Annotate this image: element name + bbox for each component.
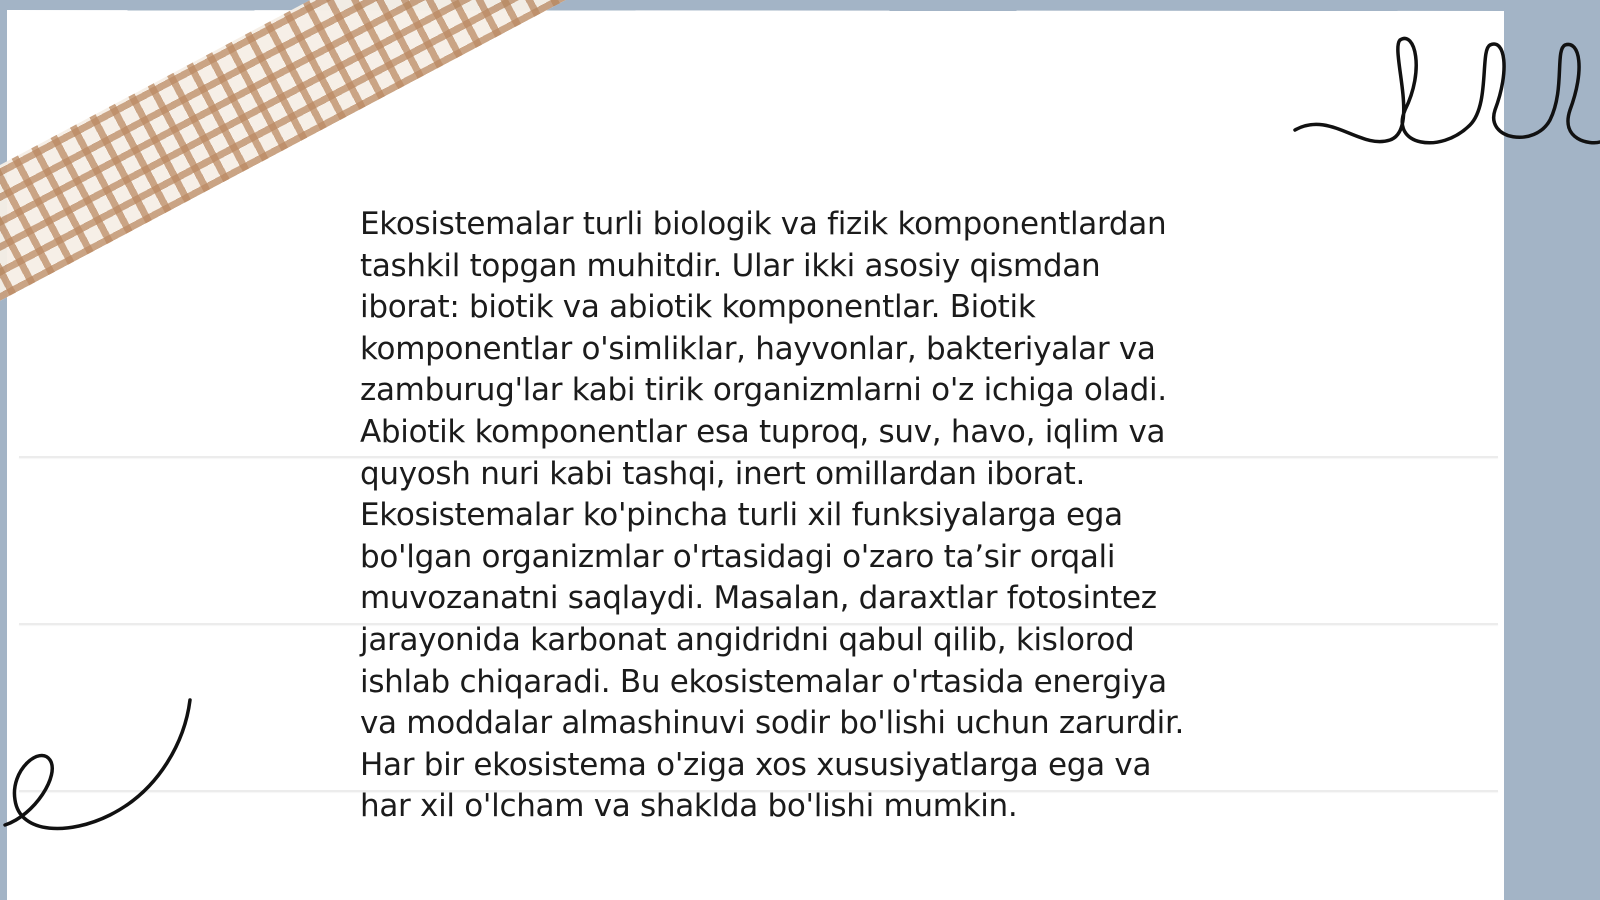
loop-doodle-icon — [1290, 30, 1600, 170]
swirl-doodle-icon — [0, 690, 200, 850]
body-paragraph: Ekosistemalar turli biologik va fizik komponentlardan tashkil topgan muhitdir. Ular ikki asosiy qismdan iborat: biotik va abiotik komponentlar. Biotik komponentlar o'simliklar, hayvonlar, bakteriyalar va zamburug'lar kabi tirik organizmlarni o'z ichiga oladi. Abiotik komponentlar esa tuproq, suv, havo, iqlim va quyosh nuri kabi tashqi, inert omillardan iborat. Ekosistemalar ko'pincha turli xil funksiyalarga ega bo'lgan organizmlar o'rtasidagi o'zaro ta’sir orqali muvozanatni saqlaydi. Masalan, daraxtlar fotosintez jarayonida karbonat angidridni qabul qilib, kislorod ishlab chiqaradi. Bu ekosistemalar o'rtasida energiya va moddalar almashinuvi sodir bo'lishi uchun zarurdir. Har bir ekosistema o'ziga xos xususiyatlarga ega va har xil o'lcham va shaklda bo'lishi mumkin. — [360, 206, 1185, 825]
